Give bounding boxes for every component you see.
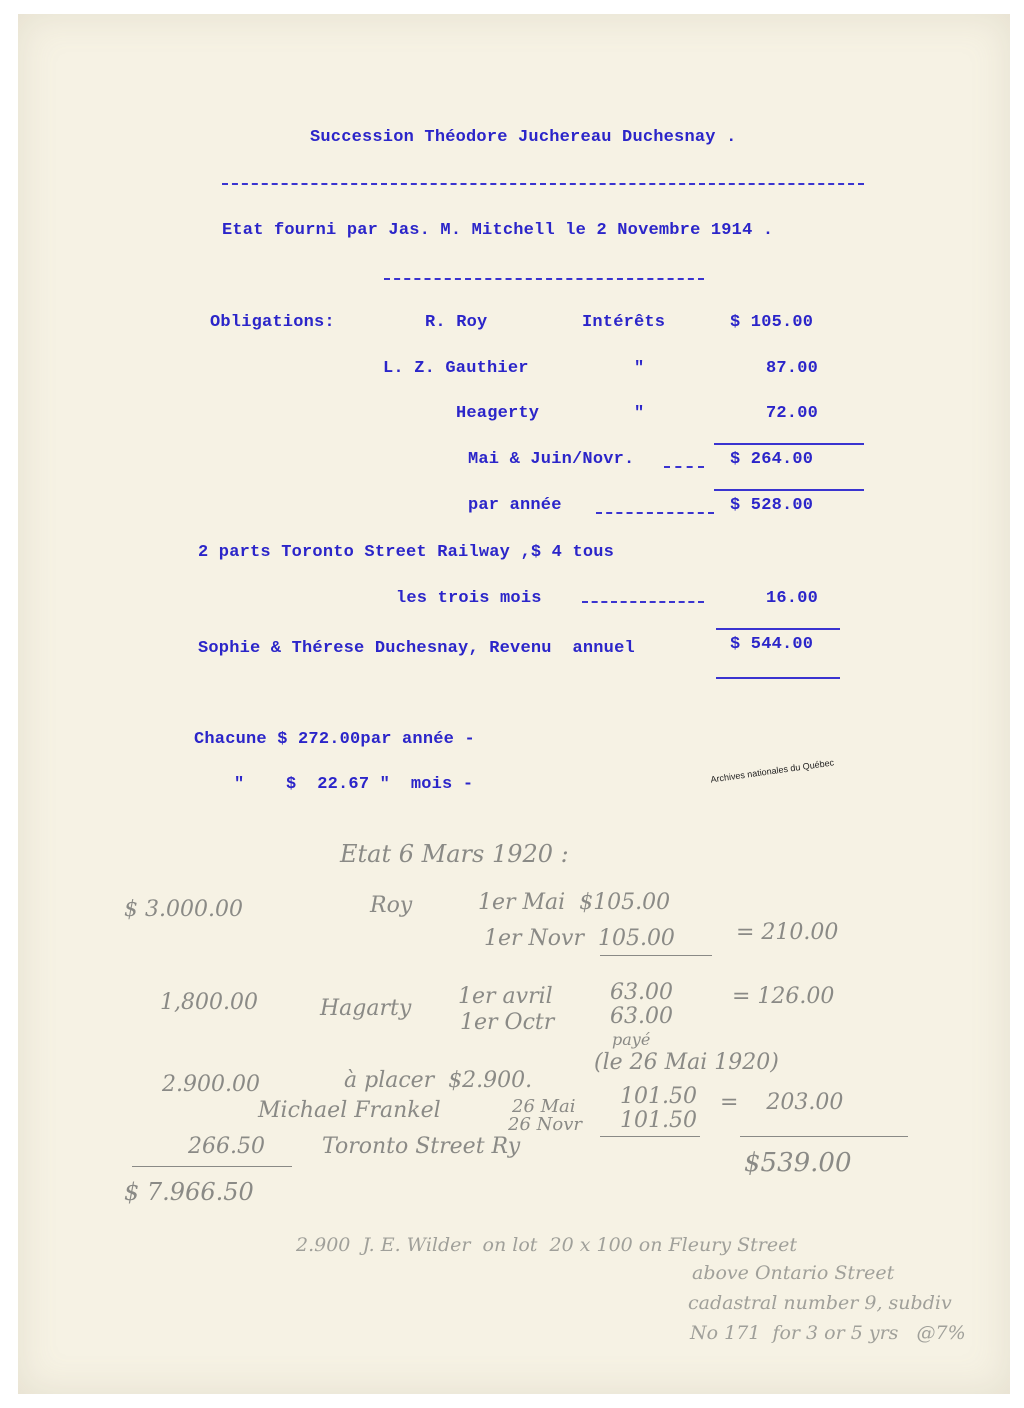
hw-placed-date: (le 26 Mai 1920) (594, 1050, 779, 1075)
hw-frankel-value-1: 101.50 (620, 1084, 697, 1109)
hw-note-line-3: cadastral number 9, subdiv (688, 1292, 952, 1314)
subtotal-amount: $ 264.00 (730, 450, 814, 469)
railway-line-2: les trois mois (396, 589, 542, 608)
hw-note-line-2: above Ontario Street (692, 1262, 895, 1284)
row-gauthier-amount: 87.00 (766, 359, 819, 378)
hw-toronto: Toronto Street Ry (322, 1134, 521, 1159)
row-gauthier-type: " (634, 359, 645, 378)
hw-heagarty: Hagarty (320, 996, 412, 1021)
hw-heagarty-total: = 126.00 (732, 984, 835, 1009)
hw-note-line-4: No 171 for 3 or 5 yrs @7% (690, 1322, 966, 1344)
hw-roy-line-1: 1er Mai $105.00 (478, 890, 671, 915)
hw-frankel-value-2: 101.50 (620, 1108, 697, 1133)
subtotal-leader (664, 466, 704, 468)
hw-a-placer: à placer $2.900. (344, 1068, 533, 1093)
row-roy-type: Intérêts (582, 313, 666, 332)
annual-rule (714, 489, 864, 491)
row-roy-amount: $ 105.00 (730, 313, 814, 332)
hw-frankel-total: = 203.00 (720, 1090, 844, 1115)
hw-grand-left: $ 7.966.50 (124, 1178, 254, 1206)
annual-leader (596, 512, 714, 514)
hw-amount-266: 266.50 (188, 1134, 265, 1159)
revenue-double-rule (716, 677, 840, 679)
row-roy-name: R. Roy (425, 313, 488, 332)
subtotal-label: Mai & Juin/Novr. (468, 450, 635, 469)
hw-right-sum-rule (740, 1136, 908, 1137)
document-subtitle: Etat fourni par Jas. M. Mitchell le 2 Novembre 1914 . (222, 221, 774, 240)
hw-amount-1800: 1,800.00 (160, 990, 258, 1015)
hw-frankel-line-1: 26 Mai (512, 1096, 576, 1117)
hw-heagarty-value-1: 63.00 (610, 980, 673, 1005)
hw-frankel: Michael Frankel (258, 1098, 441, 1123)
hw-roy: Roy (370, 893, 413, 918)
annual-amount: $ 528.00 (730, 496, 814, 515)
hw-roy-line-2: 1er Novr 105.00 (484, 926, 675, 951)
subtitle-divider (384, 278, 704, 280)
hw-grand-right: $539.00 (744, 1148, 852, 1178)
hw-frankel-underline (600, 1136, 700, 1137)
hw-frankel-line-2: 26 Novr (508, 1114, 582, 1135)
railway-line-1: 2 parts Toronto Street Railway ,$ 4 tous (198, 543, 615, 562)
hw-paye: payé (612, 1030, 651, 1049)
revenue-label: Sophie & Thérese Duchesnay, Revenu annuel (198, 639, 635, 658)
annual-label: par année (468, 496, 562, 515)
subtotal-rule (714, 443, 864, 445)
hw-roy-total: = 210.00 (736, 920, 839, 945)
hw-left-sum-rule (132, 1166, 292, 1167)
title-divider (222, 183, 864, 185)
hw-amount-3000: $ 3.000.00 (124, 897, 243, 922)
railway-amount: 16.00 (766, 589, 819, 608)
obligations-label: Obligations: (210, 313, 335, 332)
hw-amount-2900: 2.900.00 (162, 1072, 260, 1097)
railway-leader (582, 601, 704, 603)
row-heagerty-amount: 72.00 (766, 404, 819, 423)
row-gauthier-name: L. Z. Gauthier (383, 359, 529, 378)
hw-heagarty-line-1: 1er avril (458, 984, 553, 1009)
document-title: Succession Théodore Juchereau Duchesnay . (310, 128, 737, 147)
revenue-amount: $ 544.00 (730, 635, 814, 654)
hw-roy-underline (600, 955, 712, 956)
archive-stamp: Archives nationales du Québec (709, 757, 835, 785)
hw-heagarty-line-2: 1er Octr (460, 1010, 555, 1035)
hw-heading: Etat 6 Mars 1920 : (340, 840, 569, 868)
row-heagerty-name: Heagerty (456, 404, 540, 423)
each-per-month: " $ 22.67 " mois - (234, 775, 474, 794)
hw-note-line-1: 2.900 J. E. Wilder on lot 20 x 100 on Fleury Street (296, 1234, 797, 1256)
row-heagerty-type: " (634, 404, 645, 423)
each-per-year: Chacune $ 272.00par année - (194, 730, 475, 749)
revenue-rule (716, 628, 840, 630)
hw-heagarty-value-2: 63.00 (610, 1004, 673, 1029)
